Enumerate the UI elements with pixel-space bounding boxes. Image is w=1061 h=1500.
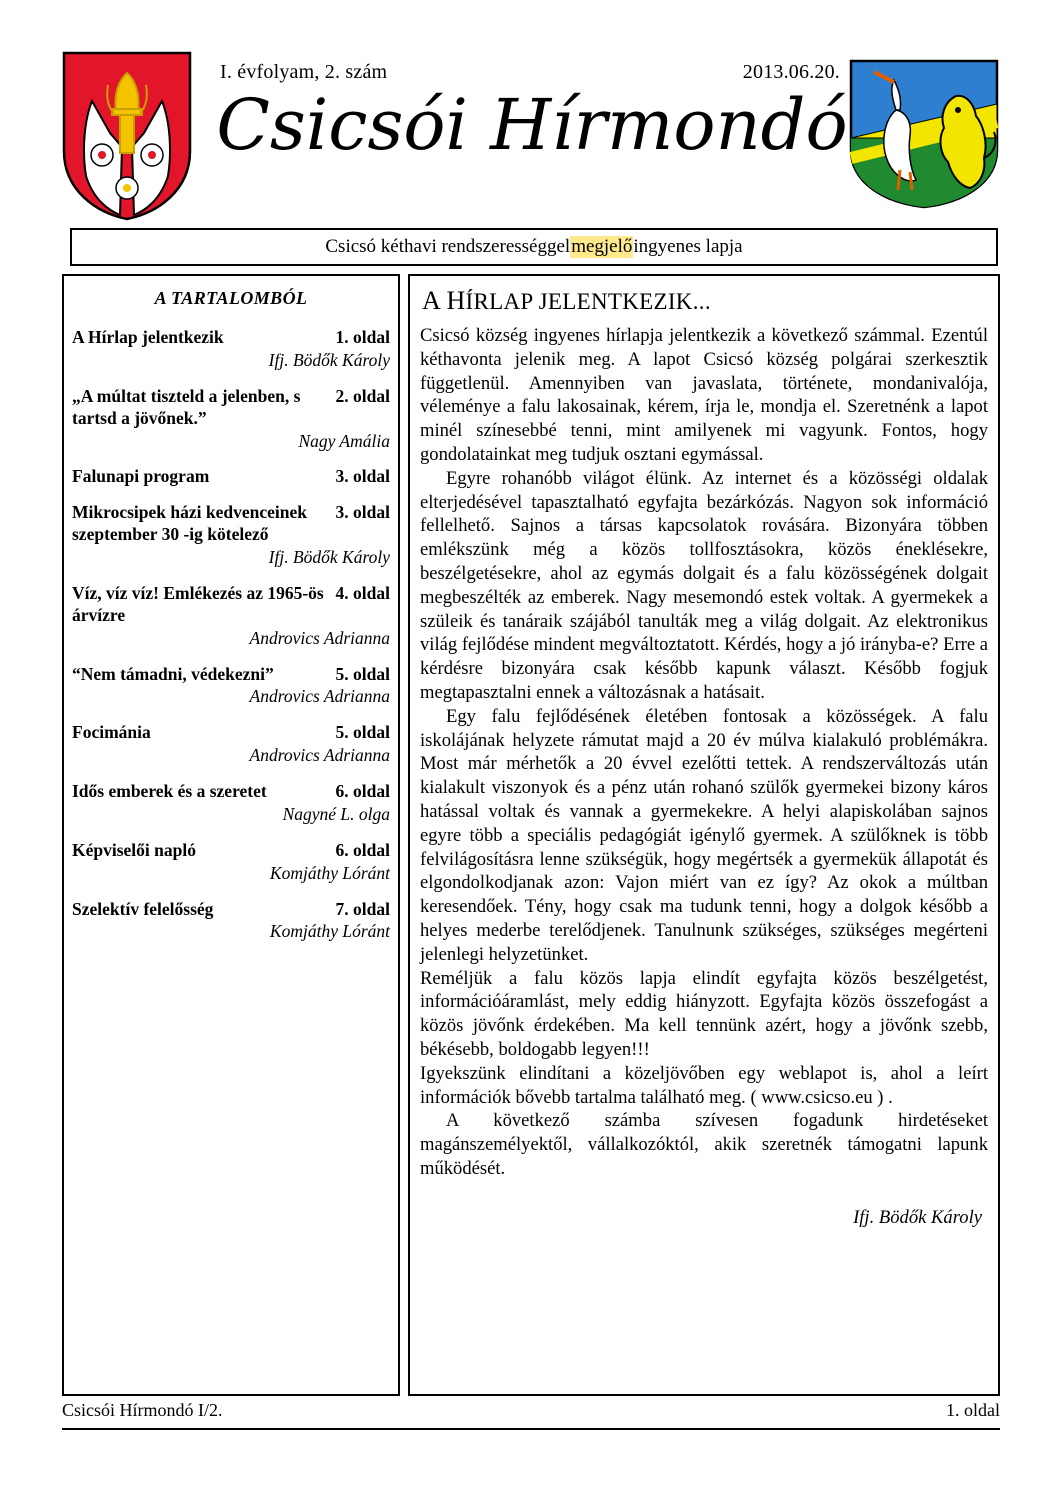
toc-title: Idős emberek és a szeretet [72,781,267,801]
page-footer [62,1400,1000,1421]
toc-page: 6. oldal [335,781,390,801]
toc-author: Komjáthy Lóránt [269,921,390,942]
list-item[interactable] [72,840,390,885]
lead-article [408,274,1000,1396]
footer-divider [62,1428,1000,1430]
toc-author: Androvics Adrianna [249,627,390,648]
masthead [62,48,1000,224]
toc-page: 5. oldal [335,722,390,743]
coat-of-arms-left-icon [62,51,192,221]
article-paragraph: Reméljük a falu közös lapja elindít egyfajta közös beszélgetést, információáramlást, mely eddig hiányzott. Egyfajta közös összefogást a közös jövőnk érdekében. Ma kell tennünk azért, hogy a jövőnk szebb, békésebb, boldogabb legyen!!! [420,967,988,1060]
toc-page: 5. oldal [335,663,390,684]
article-paragraph: A következő számba szívesen fogadunk hirdetéseket magánszemélyektől, vállalkozóktól, akik szeretnék támogatni lapunk működését. [420,1110,988,1179]
article-heading-rest: ÍRLAP JELENTKEZIK... [465,289,711,314]
toc-author: Komjáthy Lóránt [269,862,390,883]
toc-title: Mikrocsipek házi kedvenceinek szeptember 30 -ig kötelező [72,502,307,545]
list-item[interactable] [72,386,390,453]
toc-author: Ifj. Bödők Károly [268,349,390,370]
table-of-contents [62,274,400,1396]
list-item[interactable] [72,722,390,767]
toc-title: Focimánia [72,722,151,743]
list-item[interactable] [72,466,390,488]
list-item[interactable] [72,664,390,709]
toc-page: 3. oldal [335,502,390,523]
article-paragraph: Egyre rohanóbb világot élünk. Az internet és a közösségi oldalak elterjedésével tapasztalható egyfajta bezárkózás. Nagyon sok információ fellelhető. Sajnos a társas kapcsolatok rovására. Bizonyára többen emlékszünk még a közös tollfosztásokra, közös éneklésekre, beszélgetésekre, ahol az egymás dolgait és a falu közösségének dolgait megbeszélték az emberek. Nagy mesemondó estek voltak. A gyermekek a szüleik és tanáraik szájából tanulták meg a világ dolgait. Az elektronikus világ fejlődése mindent megváltoztatott. Kérdés, hogy a jó irányba-e? Erre a kérdésre bizonyára csak később kapunk választ. Később fogjuk megtapasztalni ennek a változásnak a hatásait. [420,467,988,703]
toc-page: 1. oldal [335,327,390,347]
issue-date: 2013.06.20. [742,61,840,83]
article-heading [422,286,988,316]
article-paragraph: Igyekszünk elindítani a közeljövőben egy weblapot is, ahol a leírt információk bővebb tartalma található meg. ( www.csicso.eu ) . [420,1062,988,1108]
issue-line [220,61,840,84]
article-heading-cap: A H [422,286,466,315]
list-item[interactable] [72,502,390,569]
toc-author: Androvics Adrianna [249,686,390,707]
toc-title: A Hírlap jelentkezik [72,327,224,347]
subtitle-text-after: ingyenes lapja [633,236,743,257]
subtitle-highlighted-word: megjelő [571,236,633,257]
issue-number: I. évfolyam, 2. szám [220,61,388,83]
toc-author: Nagy Amália [298,430,390,451]
toc-page: 3. oldal [335,466,390,487]
toc-title: Víz, víz víz! Emlékezés az 1965-ös árvízre [72,582,324,625]
footer-page-number: 1. oldal [946,1400,1000,1420]
toc-title: Képviselői napló [72,839,196,860]
toc-author: Androvics Adrianna [249,745,390,766]
coat-of-arms-right-icon [848,58,1000,210]
toc-title: „A múltat tiszteld a jelenben, s tartsd a jövőnek.” [72,385,301,428]
list-item[interactable] [72,583,390,650]
article-paragraph: Csicsó község ingyenes hírlapja jelentkezik a következő számmal. Ezentúl kéthavonta jelenik meg. A lapot Csicsó község polgárai szerkesztik függetlenül. Amennyiben van javaslata, története, mondanivalója, véleménye a falu lakosainak, kérem, írja le, mondja el. Szeretnénk a lapot minél színesebbé tenni, mint amilyenek mi vagyunk. Fontos, hogy gondolatainkat meg tudjuk osztani egymással. [420,325,988,465]
toc-title: Szelektív felelősség [72,898,214,919]
toc-page: 4. oldal [335,582,390,603]
article-signature: Ifj. Bödők Károly [853,1206,982,1228]
toc-page: 6. oldal [335,839,390,860]
toc-page: 2. oldal [335,385,390,406]
toc-title: Falunapi program [72,466,210,487]
toc-author: Ifj. Bödők Károly [268,547,390,567]
list-item[interactable] [72,899,390,944]
list-item[interactable] [72,327,390,372]
toc-heading: A TARTALOMBÓL [154,288,308,308]
toc-page: 7. oldal [335,898,390,919]
page-title: Csicsói Hírmondó [216,84,848,166]
subtitle-banner [70,228,998,266]
footer-left-text: Csicsói Hírmondó I/2. [62,1400,223,1420]
toc-title: “Nem támadni, védekezni” [72,663,274,684]
list-item[interactable] [72,781,390,826]
subtitle-text-before: Csicsó kéthavi rendszerességgel [325,236,571,257]
toc-author: Nagyné L. olga [282,803,390,824]
article-paragraph: Egy falu fejlődésének életében fontosak a közösségek. A falu iskolájának helyzete rámutat majd a 20 év múlva kialakuló problémákra. Most már mérhetők a 20 évvel ezelőtti tettek. A rendszerváltozás után kialakult viszonyok és a pénz után rohanó szülők gyermekei bizony káros hatással voltak és vannak a gyermekekre. A helyi alapiskolában sajnos egyre több a speciális pedagógiát igénylő gyermek. A szülőknek is több felvilágosításra lenne szükségük, hogy megértsék a gyermekük állapotát és elgondolkodjanak azon: Vajon miért van ez így? Az okok a múltban keresendőek. Tény, hogy csak ma tudunk tenni, hogy a dolgok később a helyes mederbe terelődjenek. Tanulnunk szükséges, szükséges megérteni jelenlegi helyzetünket. [420,705,988,965]
